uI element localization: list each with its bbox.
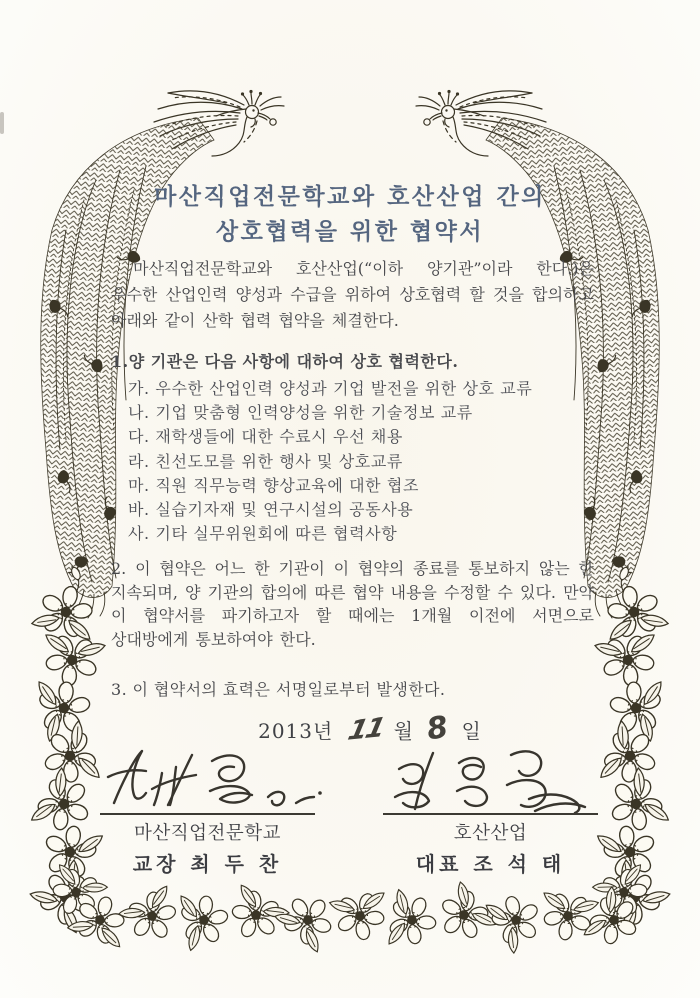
- signature-underline: [383, 813, 598, 815]
- org-name-school: 마산직업전문학교: [134, 823, 281, 844]
- date-month-label: 월: [393, 719, 414, 743]
- list-item: 마. 직원 직무능력 향상교육에 대한 협조: [128, 475, 420, 495]
- section1-items: [111, 377, 611, 546]
- org-name-company: 호산산업: [453, 823, 528, 844]
- section1-heading: 1.양 기관은 다음 사항에 대하여 상호 협력한다.: [111, 352, 459, 371]
- date-year: 2013년: [258, 719, 334, 743]
- list-item: 사. 기타 실무위원회에 따른 협력사항: [128, 524, 398, 544]
- list-item: 바. 실습기자재 및 연구시설의 공동사용: [128, 500, 414, 520]
- list-item: 가. 우수한 산업인력 양성과 기업 발전을 위한 상호 교류: [128, 379, 533, 398]
- list-item: 나. 기업 맞춤형 인력양성을 위한 기술정보 교류: [128, 403, 473, 423]
- signature-underline: [100, 813, 315, 815]
- signer-name-school: 교장 최 두 찬: [132, 852, 283, 876]
- title-line-1: 마산직업전문학교와 호산산업 간의: [154, 183, 546, 210]
- intro-paragraph: 마산직업전문학교와 호산산업(“이하 양기관”이라 한다.)은 우수한 산업인력 양성과 수급을 위하여 상호협력 할 것을 합의하고 아래와 같이 산학 협력 협약을 체결한다.: [111, 259, 594, 330]
- date-day-label: 일: [461, 719, 482, 743]
- handwritten-day: 8: [424, 709, 452, 748]
- list-item: 라. 친선도모를 위한 행사 및 상호교류: [128, 451, 403, 471]
- handwritten-month: 11: [344, 712, 387, 747]
- section3-paragraph: 3. 이 협약서의 효력은 서명일로부터 발생한다.: [111, 680, 446, 699]
- title-line-2: 상호협력을 위한 협약서: [215, 218, 485, 245]
- list-item: 다. 재학생들에 대한 수료시 우선 채용: [128, 427, 403, 447]
- scan-edge-artifact: [0, 112, 4, 134]
- handwritten-signature-left: [100, 745, 330, 815]
- certificate-title: [70, 179, 630, 249]
- signer-name-company: 대표 조 석 태: [415, 852, 566, 876]
- section2-paragraph: 2. 이 협약은 어느 한 기관이 이 협약의 종료를 통보하지 않는 한 지속되며, 양 기관의 합의에 따른 협약 내용을 수정할 수 있다. 만약 이 협약서를 파기하고자 할 때에는 1개월 이전에 서면으로 상대방에게 통보하여야 한다.: [111, 559, 594, 649]
- floral-border-bottom: [66, 879, 648, 956]
- handwritten-signature-right: [383, 745, 598, 815]
- date-line: [135, 711, 605, 746]
